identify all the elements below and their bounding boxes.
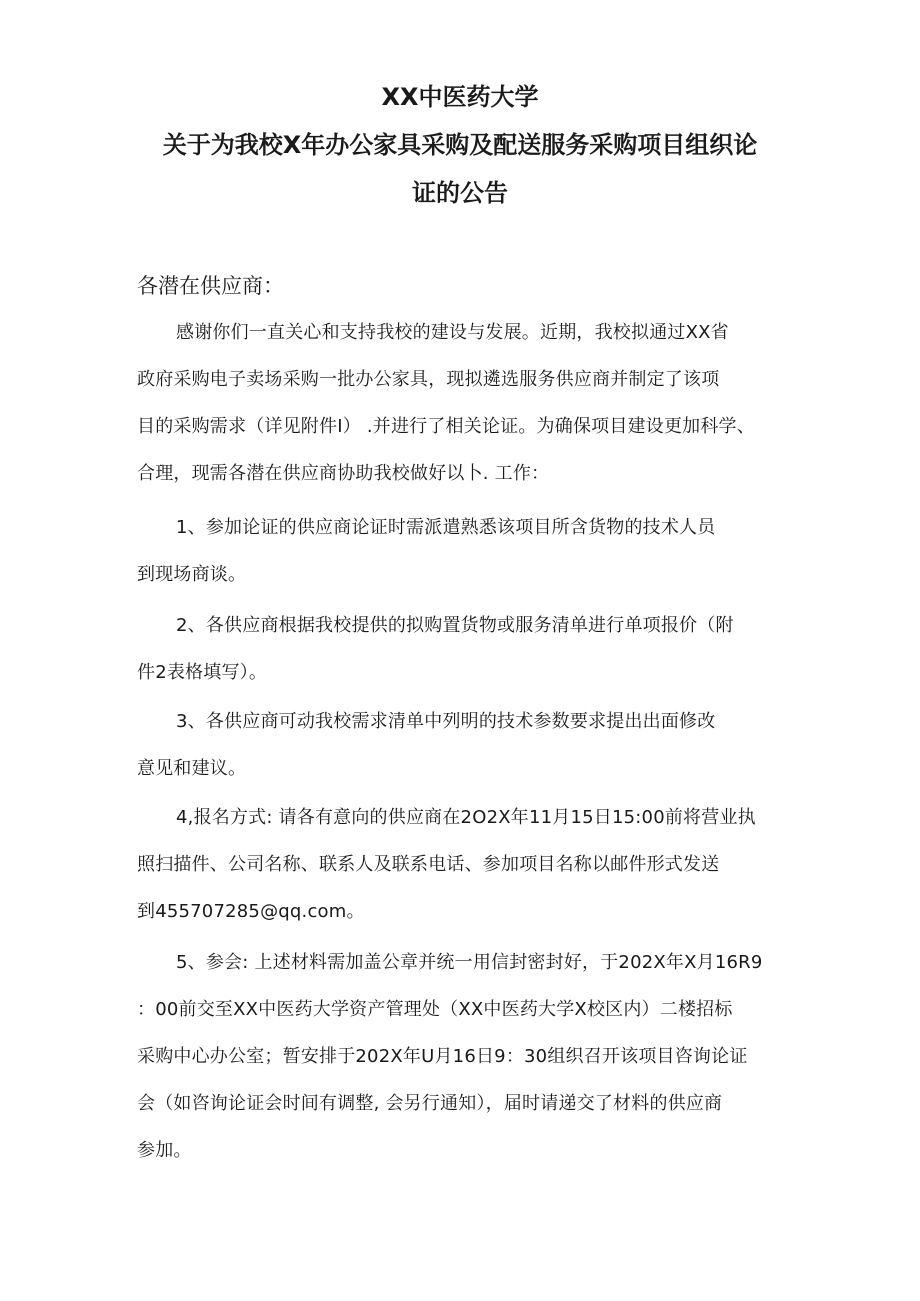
item-3-line-1: 3、各供应商可动我校需求清单中列明的技术参数要求提出出面修改 — [176, 711, 716, 732]
item-3-line-2: 意见和建议。 — [137, 758, 247, 779]
item-1-line-1: 1、参加论证的供应商论证时需派遣熟悉该项目所含货物的技术人员 — [176, 517, 716, 538]
document-title-line-2: 关于为我校X年办公家具采购及配送服务采购项目组织论 — [162, 131, 758, 159]
intro-line-1: 感谢你们一直关心和支持我校的建设与发展。近期，我校拟通过XX省 — [176, 322, 729, 343]
item-5-line-2: ：00前交至XX中医药大学资产管理处（XX中医药大学X校区内）二楼招标 — [137, 999, 733, 1020]
item-1-line-2: 到现场商谈。 — [137, 564, 247, 585]
intro-line-3: 目的采购需求（详见附件I） .并进行了相关论证。为确保项目建设更加科学、 — [137, 416, 755, 437]
item-4-email: 到455707285@qq.com。 — [137, 901, 365, 922]
intro-line-4: 合理，现需各潜在供应商协助我校做好以卜. 工作： — [137, 463, 550, 484]
item-4-line-2: 照扫描件、公司名称、联系人及联系电话、参加项目名称以邮件形式发送 — [137, 854, 720, 875]
item-2-line-1: 2、各供应商根据我校提供的拟购置货物或服务清单进行单项报价（附 — [176, 615, 734, 636]
intro-line-2: 政府采购电子卖场采购一批办公家具，现拟遴选服务供应商并制定了该项 — [137, 369, 720, 390]
item-5-line-4: 会（如咨询论证会时间有调整, 会另行通知），届时请递交了材料的供应商 — [137, 1093, 723, 1114]
salutation: 各潜在供应商： — [137, 274, 284, 298]
item-5-line-1: 5、参会: 上述材料需加盖公章并统一用信封密封好，于202X年X月16R9 — [176, 952, 763, 973]
document-title-line-1: XX中医药大学 — [381, 83, 539, 111]
item-5-line-5: 参加。 — [137, 1140, 192, 1161]
item-5-line-3: 采购中心办公室；暂安排于202X年U月16日9：30组织召开该项目咨询论证 — [137, 1046, 748, 1067]
item-4-line-1: 4,报名方式: 请各有意向的供应商在2O2X年11月15日15:00前将营业执 — [176, 807, 756, 828]
document-title-line-3: 证的公告 — [412, 179, 508, 207]
item-2-line-2: 件2表格填写）。 — [137, 662, 268, 683]
